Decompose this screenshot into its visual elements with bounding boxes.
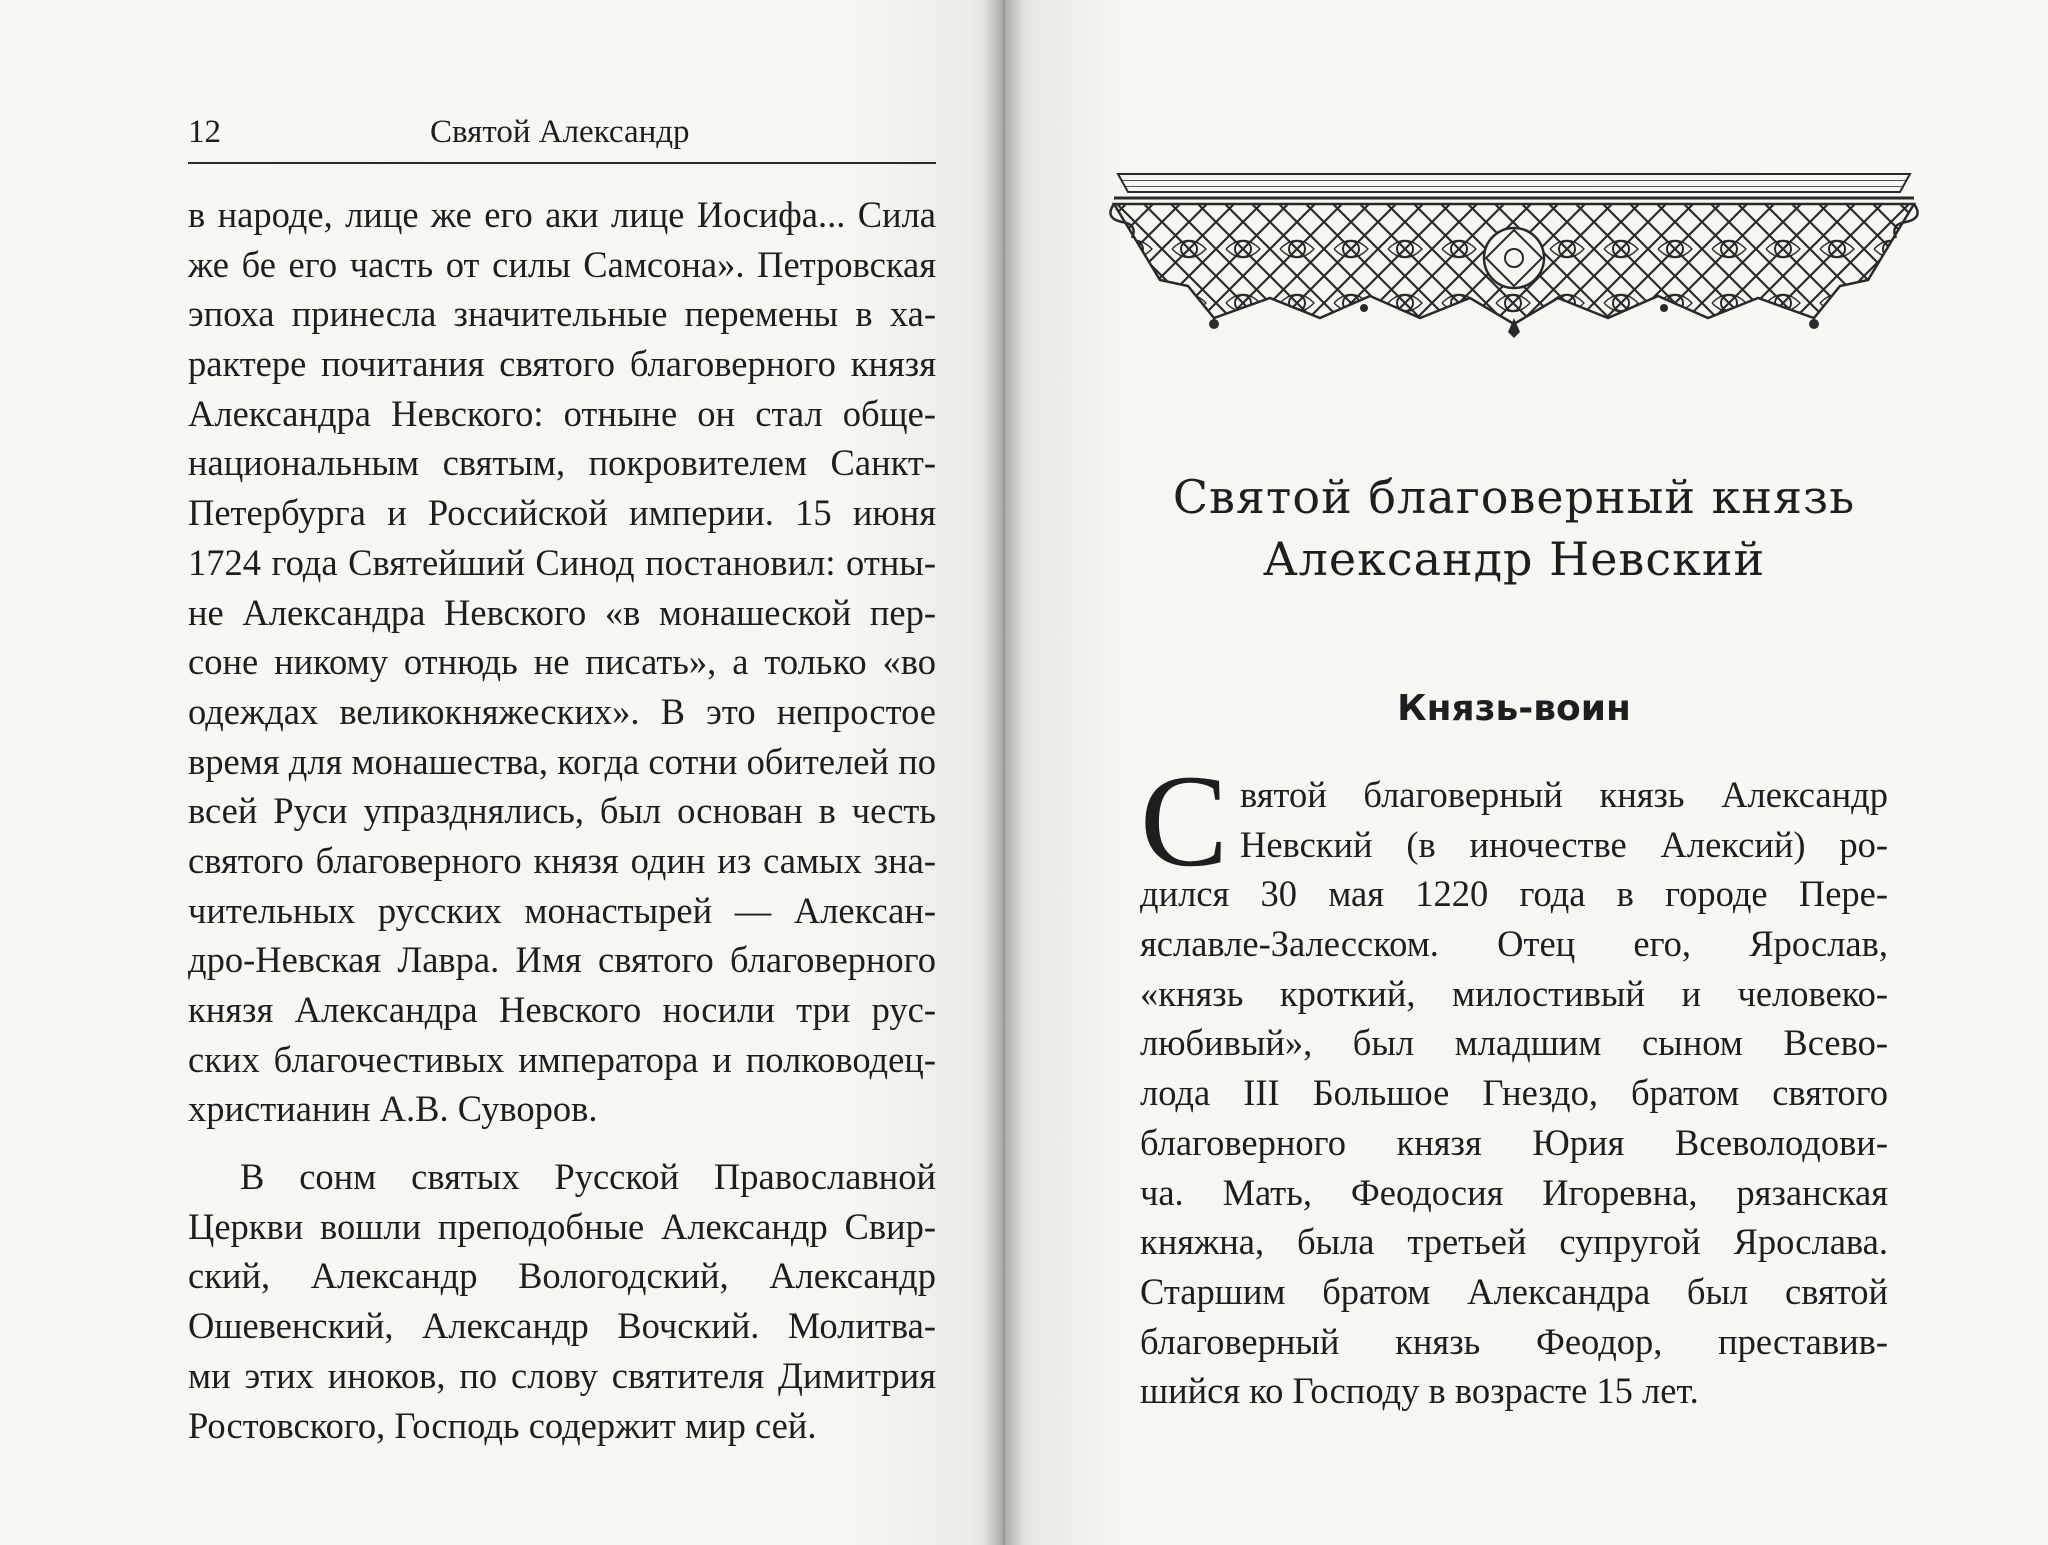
- chapter-title: [1108, 466, 1920, 590]
- text-line: соне никому отнюдь не писать», а только «во: [188, 641, 936, 683]
- text-line: В сонм святых Русской Православной: [240, 1156, 936, 1198]
- chapter-title-line: Александр Невский: [1262, 532, 1766, 586]
- ornament-headpiece: [1108, 168, 1920, 338]
- page-number: 12: [188, 114, 221, 150]
- text-line: дился 30 мая 1220 года в городе Пере-: [1140, 873, 1888, 915]
- text-line: Невский (в иночестве Алексий) ро-: [1240, 823, 1888, 865]
- text-line: святого благоверного князя один из самых зна-: [188, 839, 936, 881]
- left-body-text: [188, 190, 936, 1450]
- text-line: не Александра Невского «в монашеской пер-: [188, 591, 936, 633]
- text-line: ми этих иноков, по слову святителя Димитрия: [188, 1354, 936, 1396]
- book-gutter: [984, 0, 1024, 1545]
- text-line: время для монашества, когда сотни обителей по: [188, 740, 936, 782]
- text-line: всей Руси упразднялись, был основан в честь: [188, 790, 936, 832]
- text-line: любивый», был младшим сыном Всево-: [1140, 1022, 1888, 1064]
- right-body-text: [1140, 770, 1888, 1416]
- running-head: [188, 110, 936, 164]
- text-line: ский, Александр Вологодский, Александр: [188, 1255, 936, 1297]
- text-line: дро-Невская Лавра. Имя святого благоверного: [188, 939, 936, 981]
- text-line: Ошевенский, Александр Вочский. Молитва-: [188, 1305, 936, 1347]
- text-line: благоверного князя Юрия Всеволодови-: [1140, 1121, 1888, 1163]
- text-line: одеждах великокняжеских». В это непростое: [188, 690, 936, 732]
- text-line: же бе его часть от силы Самсона». Петровская: [188, 243, 936, 285]
- drop-cap: С: [1140, 747, 1229, 894]
- text-line: вятой благоверный князь Александр: [1240, 774, 1888, 815]
- text-line: Старшим братом Александра был святой: [1140, 1270, 1888, 1312]
- text-line: христианин А.В. Суворов.: [188, 1088, 598, 1130]
- text-line: благоверный князь Феодор, преставив-: [1140, 1320, 1888, 1362]
- text-line: ских благочестивых императора и полководец-: [188, 1038, 936, 1080]
- text-line: ча. Мать, Феодосия Игоревна, рязанская: [1140, 1171, 1888, 1213]
- text-line: Петербурга и Российской империи. 15 июня: [188, 492, 936, 534]
- text-line: лода III Большое Гнездо, братом святого: [1140, 1072, 1888, 1114]
- text-line: национальным святым, покровителем Санкт-: [188, 442, 936, 484]
- text-line: эпоха принесла значительные перемены в ха-: [188, 293, 936, 335]
- text-line: Александра Невского: отныне он стал обще-: [188, 392, 936, 434]
- text-line: яславле-Залесском. Отец его, Ярослав,: [1140, 923, 1888, 965]
- text-line: княжна, была третьей супругой Ярослава.: [1140, 1221, 1888, 1263]
- text-line: «князь кроткий, милостивый и человеко-: [1140, 972, 1888, 1014]
- text-line: Церкви вошли преподобные Александр Свир-: [188, 1205, 936, 1247]
- text-line: 1724 года Святейший Синод постановил: отны-: [188, 541, 936, 583]
- text-line: Ростовского, Господь содержит мир сей.: [188, 1404, 817, 1446]
- chapter-title-line: Святой благоверный князь: [1172, 470, 1856, 524]
- text-line: шийся ко Господу в возрасте 15 лет.: [1140, 1370, 1699, 1412]
- text-line: князя Александра Невского носили три рус-: [188, 989, 936, 1030]
- text-line: в народе, лице же его аки лице Иосифа... Сила: [188, 194, 936, 235]
- running-title: Святой Александр: [430, 114, 690, 150]
- section-title: Князь-воин: [1397, 688, 1631, 729]
- text-line: рактере почитания святого благоверного князя: [188, 343, 936, 385]
- text-line: чительных русских монастырей — Алексан-: [188, 889, 936, 931]
